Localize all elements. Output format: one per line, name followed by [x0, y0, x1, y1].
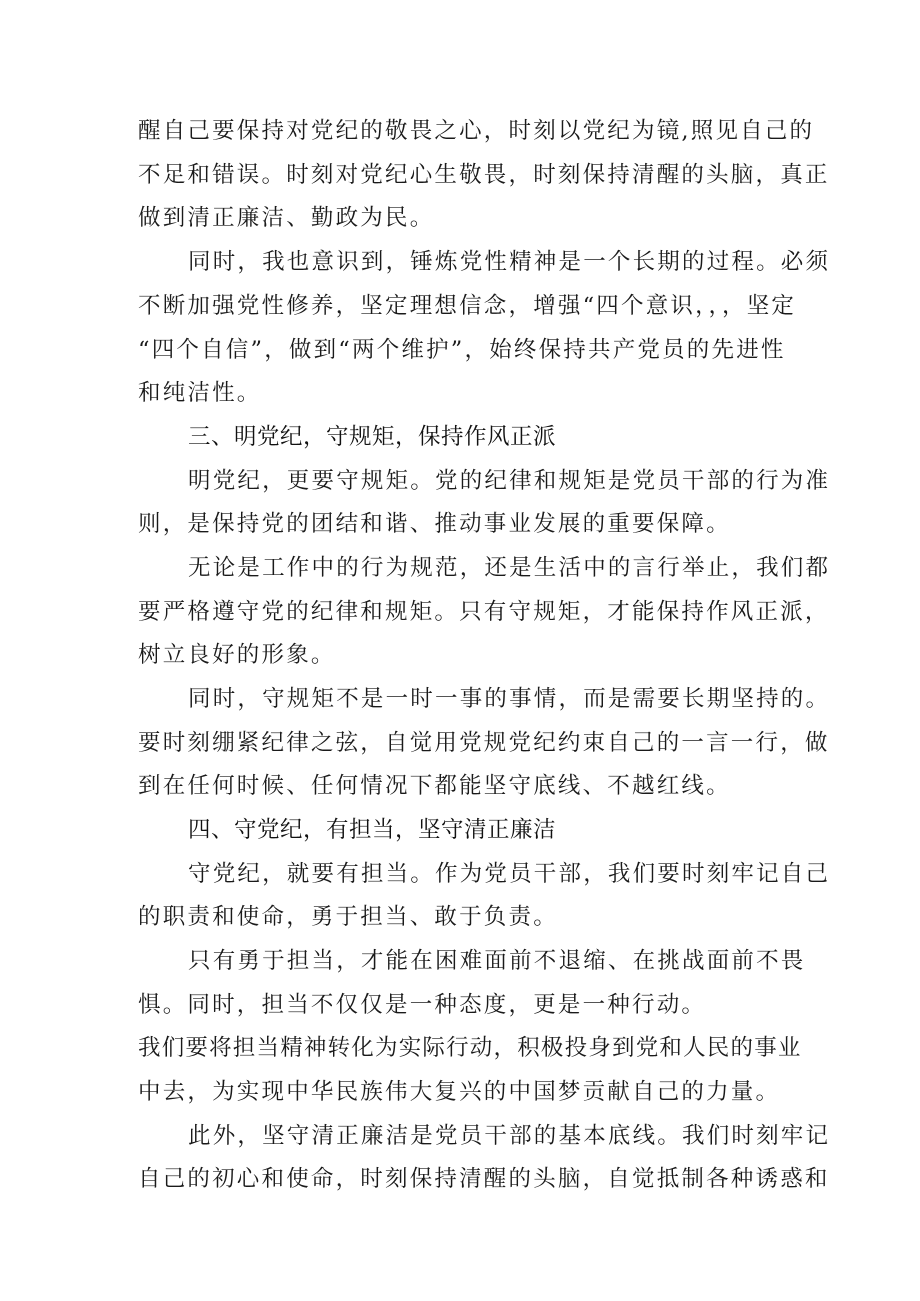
text-line: 到在任何时候、任何情况下都能坚守底线、不越红线。 [138, 773, 731, 799]
text-line: 和纯洁性。 [138, 380, 262, 406]
paragraph-start-line: 守党纪，就要有担当。作为党员干部，我们要时刻牢记自己 [188, 861, 831, 887]
text-line: 则，是保持党的团结和谐、推动事业发展的重要保障。 [138, 511, 731, 537]
text-line: 中去，为实现中华民族伟大复兴的中国梦贡献自己的力量。 [138, 1079, 781, 1105]
text-line: 我们要将担当精神转化为实际行动，积极投身到党和人民的事业 [138, 1035, 802, 1061]
paragraph-start-line: 无论是工作中的行为规范，还是生活中的言行举止，我们都 [188, 555, 831, 581]
text-line: “四个自信”，做到“两个维护”，始终保持共产党员的先进性 [138, 337, 786, 363]
section-heading: 四、守党纪，有担当，坚守清正廉洁 [188, 817, 557, 843]
text-line: 树立良好的形象。 [138, 642, 336, 668]
paragraph-start-line: 此外，坚守清正廉洁是党员干部的基本底线。我们时刻牢记 [188, 1123, 831, 1149]
text-line: 不断加强党性修养，坚定理想信念，增强“四个意识，，，坚定 [138, 293, 797, 319]
text-line: 醒自己要保持对党纪的敬畏之心，时刻以党纪为镜,照见自己的 [138, 118, 815, 144]
paragraph-start-line: 只有勇于担当，才能在困难面前不退缩、在挑战面前不畏 [188, 948, 806, 974]
text-line: 做到清正廉洁、勤政为民。 [138, 205, 435, 231]
paragraph-start-line: 同时，守规矩不是一时一事的事情，而是需要长期坚持的。 [188, 686, 831, 712]
text-line: 的职责和使命，勇于担当、敢于负责。 [138, 904, 558, 930]
text-line: 要时刻绷紧纪律之弦，自觉用党规党纪约束自己的一言一行，做 [138, 730, 830, 756]
text-line: 自己的初心和使命，时刻保持清醒的头脑，自觉抵制各种诱惑和 [138, 1166, 830, 1192]
section-heading: 三、明党纪，守规矩，保持作风正派 [188, 424, 557, 450]
text-line: 不足和错误。时刻对党纪心生敬畏，时刻保持清醒的头脑，真正 [138, 162, 830, 188]
text-line: 要严格遵守党的纪律和规矩。只有守规矩，才能保持作风正派， [138, 599, 830, 625]
text-line: 惧。同时，担当不仅仅是一种态度，更是一种行动。 [138, 992, 707, 1018]
paragraph-start-line: 同时，我也意识到，锤炼党性精神是一个长期的过程。必须 [188, 249, 831, 275]
paragraph-start-line: 明党纪，更要守规矩。党的纪律和规矩是党员干部的行为准 [188, 468, 831, 494]
